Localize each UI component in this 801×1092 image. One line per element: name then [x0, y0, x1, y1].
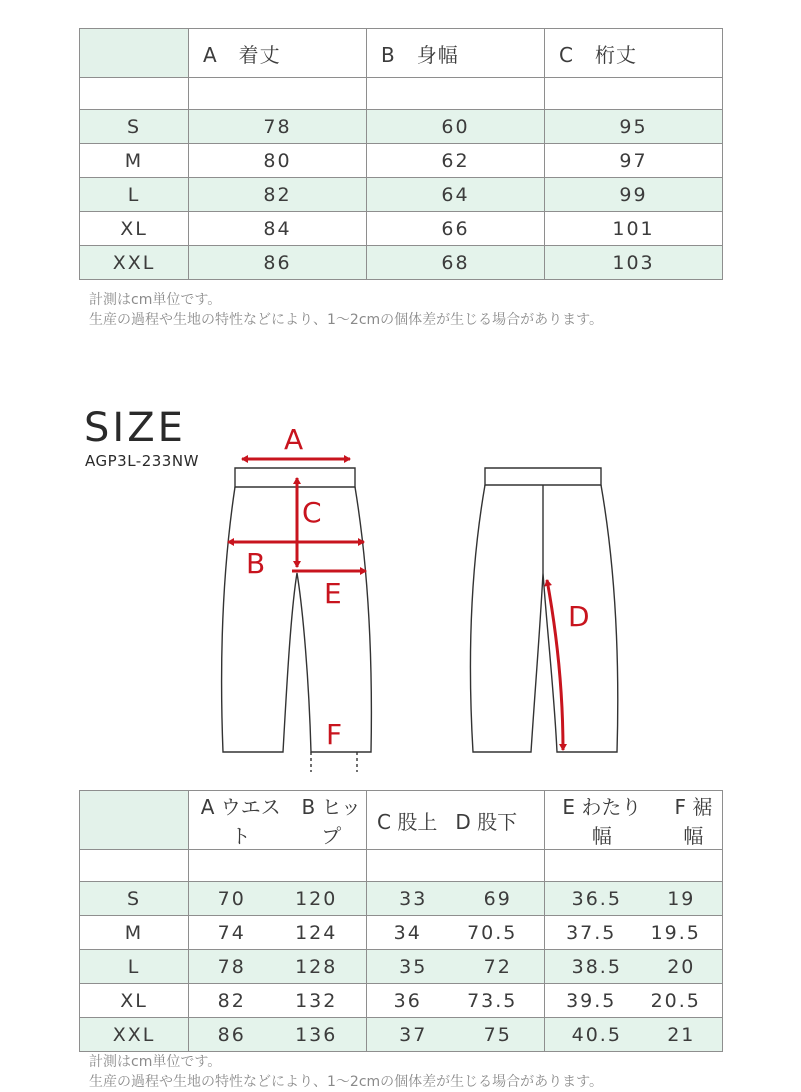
cell-value: 34 — [393, 921, 422, 944]
blank-row — [80, 850, 723, 882]
cell-value: 72 — [483, 955, 512, 978]
cell-value: 69 — [483, 887, 512, 910]
label-c: C — [302, 496, 322, 529]
size-label: XL — [80, 212, 189, 246]
cell-value: 136 — [295, 1023, 338, 1046]
cell-value: 84 — [189, 212, 367, 246]
note-line: 計測はcm単位です。 — [89, 292, 222, 308]
cell-value: 37.5 — [566, 921, 617, 944]
cell-value: 97 — [545, 144, 723, 178]
table-header-row — [80, 791, 723, 850]
size-label: S — [80, 110, 189, 144]
header-hip: B ヒップ — [301, 795, 361, 848]
cell-value: 39.5 — [566, 989, 617, 1012]
label-b: B — [246, 547, 266, 580]
cell-value: 82 — [217, 989, 246, 1012]
cell-value: 101 — [545, 212, 723, 246]
size-label: XL — [80, 984, 189, 1018]
cell-value: 36.5 — [571, 887, 622, 910]
cell-value: 82 — [189, 178, 367, 212]
label-f: F — [326, 718, 343, 751]
size-label: L — [80, 178, 189, 212]
cell-value: 36 — [393, 989, 422, 1012]
size-table-bottom — [79, 790, 723, 1052]
cell-value: 120 — [295, 887, 338, 910]
cell-value: 73.5 — [467, 989, 518, 1012]
note-line: 計測はcm単位です。 — [89, 1054, 222, 1070]
cell-value: 86 — [189, 246, 367, 280]
cell-value: 74 — [217, 921, 246, 944]
cell-value: 70.5 — [467, 921, 518, 944]
cell-value: 68 — [367, 246, 545, 280]
table-row — [80, 950, 723, 984]
product-code: AGP3L-233NW — [85, 452, 199, 470]
note-line: 生産の過程や生地の特性などにより、1〜2cmの個体差が生じる場合があります。 — [89, 1074, 604, 1090]
label-a: A — [284, 423, 304, 456]
header-cell-a: A 着丈 — [189, 29, 367, 78]
cell-value: 75 — [483, 1023, 512, 1046]
cell-value: 95 — [545, 110, 723, 144]
cell-value: 19.5 — [650, 921, 701, 944]
header-cell-ef — [545, 791, 723, 850]
table-row — [80, 916, 723, 950]
cell-value: 20 — [667, 955, 696, 978]
size-label: XXL — [80, 246, 189, 280]
cell-value: 80 — [189, 144, 367, 178]
cell-value: 35 — [399, 955, 428, 978]
header-cell-c: C 桁丈 — [545, 29, 723, 78]
header-hem: F 裾幅 — [674, 795, 713, 848]
cell-value: 19 — [667, 887, 696, 910]
cell-value: 38.5 — [571, 955, 622, 978]
size-label: M — [80, 144, 189, 178]
header-cell-cd — [367, 791, 545, 850]
cell-value: 78 — [189, 110, 367, 144]
size-label: S — [80, 882, 189, 916]
header-cell-b: B 身幅 — [367, 29, 545, 78]
size-label: L — [80, 950, 189, 984]
cell-value: 128 — [295, 955, 338, 978]
cell-value: 37 — [399, 1023, 428, 1046]
header-rise: C 股上 — [377, 809, 438, 834]
table-row — [80, 882, 723, 916]
note-line: 生産の過程や生地の特性などにより、1〜2cmの個体差が生じる場合があります。 — [89, 312, 604, 328]
size-label: XXL — [80, 1018, 189, 1052]
header-inseam: D 股下 — [455, 809, 518, 834]
cell-value: 21 — [667, 1023, 696, 1046]
cell-value: 40.5 — [571, 1023, 622, 1046]
header-corner-cell — [80, 791, 189, 850]
header-waist: A ウエスト — [200, 795, 281, 848]
cell-value: 78 — [217, 955, 246, 978]
size-label: M — [80, 916, 189, 950]
cell-value: 86 — [217, 1023, 246, 1046]
cell-value: 66 — [367, 212, 545, 246]
cell-value: 60 — [367, 110, 545, 144]
table-row — [80, 984, 723, 1018]
cell-value: 33 — [399, 887, 428, 910]
cell-value: 99 — [545, 178, 723, 212]
back-pants-illustration — [470, 468, 617, 752]
measurement-note-bottom — [89, 1052, 603, 1092]
cell-value: 124 — [295, 921, 338, 944]
label-e: E — [324, 577, 342, 610]
size-title: SIZE — [84, 405, 186, 451]
measurement-arrows — [228, 459, 563, 750]
cell-value: 64 — [367, 178, 545, 212]
label-d: D — [568, 600, 590, 633]
cell-value: 70 — [217, 887, 246, 910]
cell-value: 62 — [367, 144, 545, 178]
cell-value: 132 — [295, 989, 338, 1012]
header-cell-ab — [189, 791, 367, 850]
header-thigh: E わたり幅 — [562, 795, 642, 848]
table-row — [80, 1018, 723, 1052]
cell-value: 20.5 — [650, 989, 701, 1012]
cell-value: 103 — [545, 246, 723, 280]
